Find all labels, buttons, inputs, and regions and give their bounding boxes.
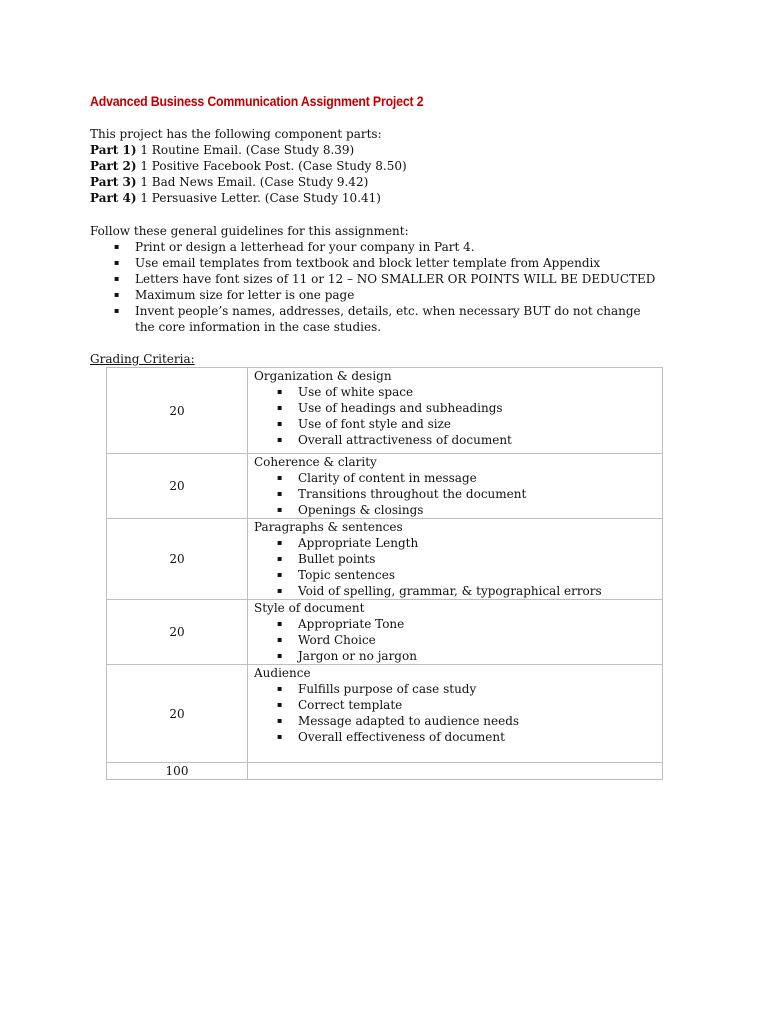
criteria-heading: Organization & design [254,369,392,383]
criteria-item [254,632,662,648]
criteria-heading: Coherence & clarity [254,455,377,469]
bullet-icon: ▪ [277,651,283,660]
criteria-item-text: Message adapted to audience needs [298,714,520,728]
total-row [107,763,663,780]
criteria-item-text: Correct template [298,698,403,712]
criteria-heading: Style of document [254,601,365,615]
guideline-item [90,271,660,287]
criteria-item-text: Clarity of content in message [298,471,477,485]
criteria-item-text: Fulfills purpose of case study [298,682,477,696]
bullet-icon: ▪ [277,538,283,547]
criteria-item-text: Openings & closings [298,503,424,517]
part-line [90,190,407,206]
grading-criteria-heading [90,351,195,367]
guidelines-lead: Follow these general guidelines for this assignment: [90,224,409,238]
criteria-item-text: Transitions throughout the document [298,487,527,501]
criteria-item-text: Topic sentences [298,568,395,582]
bullet-icon: ▪ [277,732,283,741]
criteria-item [254,535,662,551]
bullet-icon: ▪ [277,619,283,628]
part-text: 1 Positive Facebook Post. (Case Study 8.50) [136,159,407,173]
criteria-cell [248,519,663,600]
intro-text: This project has the following component parts: [90,127,382,141]
criteria-item-text: Use of white space [298,385,414,399]
criteria-item [254,697,662,713]
criteria-item [254,616,662,632]
part-text: 1 Routine Email. (Case Study 8.39) [136,143,355,157]
bullet-icon: ▪ [277,716,283,725]
criteria-cell [248,454,663,519]
grading-table [106,367,663,780]
bullet-icon: ▪ [277,489,283,498]
points-cell: 20 [107,600,248,665]
bullet-icon: ▪ [114,274,120,283]
table-row [107,600,663,665]
table-row [107,519,663,600]
points-cell: 20 [107,519,248,600]
bullet-icon: ▪ [277,387,283,396]
criteria-cell [248,665,663,763]
criteria-item-text: Jargon or no jargon [298,649,417,663]
guideline-text: Use email templates from textbook and block letter template from Appendix [135,256,601,270]
criteria-item [254,416,662,432]
criteria-item-text: Bullet points [298,552,376,566]
criteria-heading: Paragraphs & sentences [254,520,403,534]
criteria-item [254,729,662,745]
criteria-item [254,713,662,729]
part-line [90,158,407,174]
total-blank-cell [248,763,663,780]
grading-colon: : [190,352,195,366]
criteria-item [254,648,662,664]
bullet-icon: ▪ [114,290,120,299]
guideline-text: Letters have font sizes of 11 or 12 – NO SMALLER OR POINTS WILL BE DEDUCTED [135,272,656,286]
bullet-icon: ▪ [277,635,283,644]
guideline-item [90,239,660,255]
part-label: Part 2) [90,159,137,173]
table-row [107,454,663,519]
criteria-item-text: Appropriate Length [298,536,419,550]
guideline-item [90,255,660,271]
criteria-cell [248,368,663,454]
criteria-item [254,486,662,502]
bullet-icon: ▪ [277,586,283,595]
points-cell: 20 [107,368,248,454]
guideline-text: Invent people’s names, addresses, details, etc. when necessary BUT do not change the core information in the case studies. [135,304,641,334]
bullet-icon: ▪ [277,435,283,444]
bullet-icon: ▪ [114,242,120,251]
grading-label: Grading Criteria [90,352,191,366]
intro-section [90,126,407,206]
part-label: Part 4) [90,191,137,205]
criteria-item [254,502,662,518]
guideline-item [90,287,660,303]
bullet-icon: ▪ [277,554,283,563]
table-row [107,665,663,763]
criteria-item-text: Overall attractiveness of document [298,433,512,447]
bullet-icon: ▪ [114,258,120,267]
criteria-item-text: Use of font style and size [298,417,452,431]
criteria-item-text: Overall effectiveness of document [298,730,505,744]
guideline-text: Print or design a letterhead for your company in Part 4. [135,240,475,254]
bullet-icon: ▪ [277,403,283,412]
guideline-item [90,303,660,335]
guideline-text: Maximum size for letter is one page [135,288,355,302]
criteria-item-text: Appropriate Tone [298,617,405,631]
criteria-item [254,400,662,416]
criteria-item [254,551,662,567]
document-title: Advanced Business Communication Assignment Project 2 [90,93,424,109]
points-cell: 20 [107,454,248,519]
bullet-icon: ▪ [277,505,283,514]
criteria-cell [248,600,663,665]
bullet-icon: ▪ [277,473,283,482]
criteria-item [254,432,662,448]
bullet-icon: ▪ [277,684,283,693]
guidelines-section [90,223,660,335]
criteria-item-text: Use of headings and subheadings [298,401,503,415]
table-row [107,368,663,454]
part-label: Part 1) [90,143,137,157]
part-label: Part 3) [90,175,137,189]
criteria-heading: Audience [254,666,311,680]
points-cell: 20 [107,665,248,763]
part-line [90,142,407,158]
bullet-icon: ▪ [277,700,283,709]
criteria-item [254,470,662,486]
bullet-icon: ▪ [114,306,120,315]
bullet-icon: ▪ [277,419,283,428]
criteria-item [254,384,662,400]
part-text: 1 Bad News Email. (Case Study 9.42) [136,175,369,189]
criteria-item-text: Void of spelling, grammar, & typographical errors [298,584,602,598]
criteria-item [254,567,662,583]
criteria-item [254,681,662,697]
bullet-icon: ▪ [277,570,283,579]
part-line [90,174,407,190]
criteria-item [254,583,662,599]
part-text: 1 Persuasive Letter. (Case Study 10.41) [136,191,381,205]
total-points-cell: 100 [107,763,248,780]
criteria-item-text: Word Choice [298,633,376,647]
